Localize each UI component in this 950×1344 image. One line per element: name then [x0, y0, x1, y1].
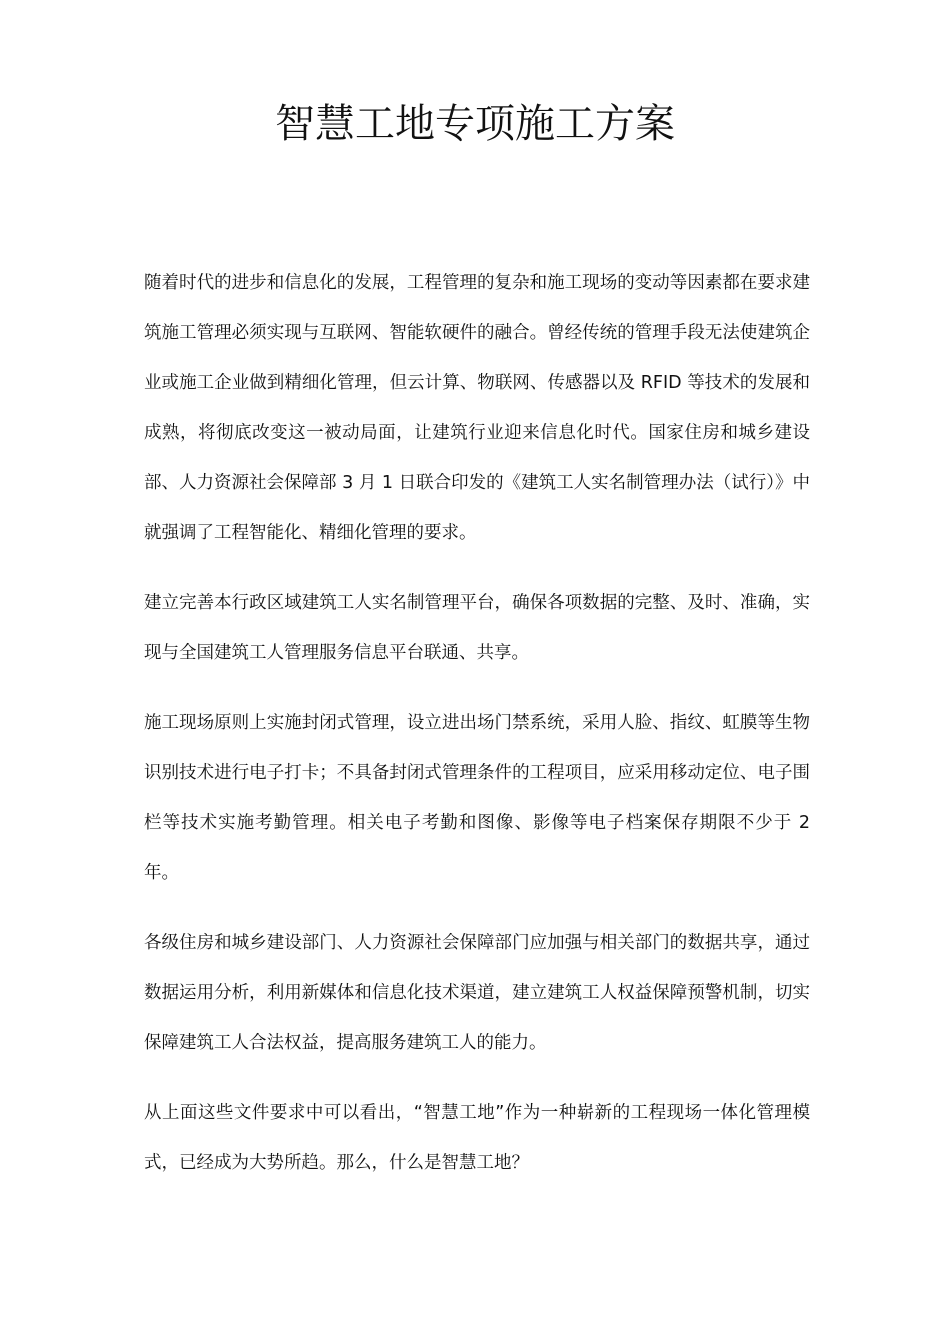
paragraph-4: 各级住房和城乡建设部门、人力资源社会保障部门应加强与相关部门的数据共享，通过数据运用分析，利用新媒体和信息化技术渠道，建立建筑工人权益保障预警机制，切实保障建筑工人合法权益，提高服务建筑工人的能力。 — [144, 933, 810, 1053]
paragraph-2: 建立完善本行政区域建筑工人实名制管理平台，确保各项数据的完整、及时、准确，实现与全国建筑工人管理服务信息平台联通、共享。 — [144, 593, 810, 663]
paragraph-1: 随着时代的进步和信息化的发展，工程管理的复杂和施工现场的变动等因素都在要求建筑施工管理必须实现与互联网、智能软硬件的融合。曾经传统的管理手段无法使建筑企业或施工企业做到精细化管理，但云计算、物联网、传感器以及 RFID 等技术的发展和成熟，将彻底改变这一被动局面，让建筑行业迎来信息化时代。国家住房和城乡建设部、人力资源社会保障部 3 月 1 日联合印发的《建筑工人实名制管理办法（试行）》中就强调了工程智能化、精细化管理的要求。 — [144, 273, 810, 543]
document-title: 智慧工地专项施工方案 — [275, 101, 675, 147]
paragraph-5: 从上面这些文件要求中可以看出，“智慧工地”作为一种崭新的工程现场一体化管理模式，已经成为大势所趋。那么，什么是智慧工地？ — [144, 1103, 810, 1173]
document-body — [144, 258, 810, 1188]
paragraph-3: 施工现场原则上实施封闭式管理，设立进出场门禁系统，采用人脸、指纹、虹膜等生物识别技术进行电子打卡；不具备封闭式管理条件的工程项目，应采用移动定位、电子围栏等技术实施考勤管理。相关电子考勤和图像、影像等电子档案保存期限不少于 2 年。 — [144, 713, 810, 883]
